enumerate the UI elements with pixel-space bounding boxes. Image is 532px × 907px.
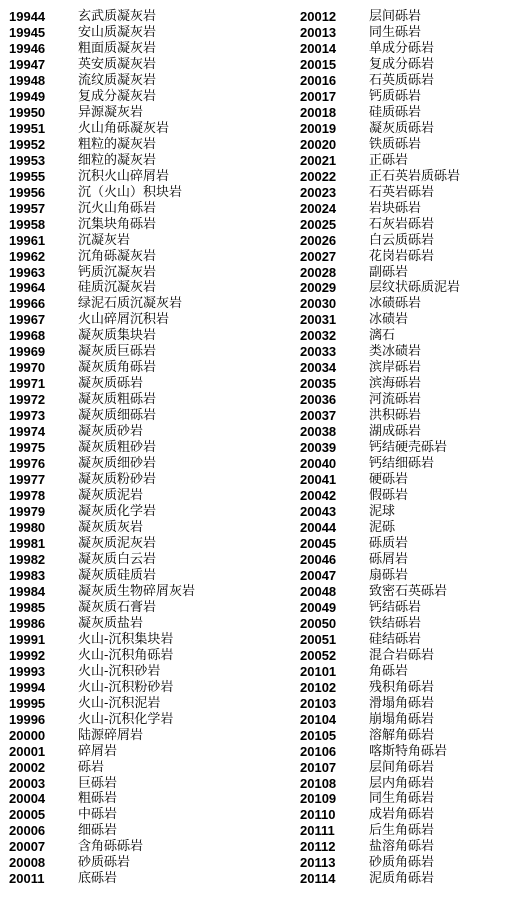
rock-code: 19946	[9, 40, 46, 56]
rock-name: 凝灰质生物碎屑灰岩	[78, 583, 196, 599]
rock-name: 凝灰质砾岩	[369, 120, 435, 136]
rock-name: 绿泥石质沉凝灰岩	[78, 296, 183, 312]
rock-name: 层内角砾岩	[369, 775, 435, 791]
rock-code: 19964	[9, 280, 46, 296]
rock-code: 19955	[9, 168, 46, 184]
rock-name: 凝灰质泥灰岩	[78, 535, 157, 551]
rock-code: 20111	[300, 823, 335, 839]
rock-name: 凝灰质盐岩	[78, 615, 144, 631]
rock-name: 扇砾岩	[369, 567, 409, 583]
rock-code: 19963	[9, 264, 46, 280]
rock-code: 20044	[300, 520, 337, 535]
rock-code: 20036	[300, 392, 337, 408]
rock-name: 凝灰质石膏岩	[78, 599, 157, 615]
rock-code: 19971	[9, 376, 46, 392]
rock-name: 钙结细砾岩	[369, 456, 435, 472]
rock-code: 20105	[300, 727, 337, 743]
rock-name: 铁质砾岩	[369, 136, 422, 152]
rock-code: 20042	[300, 488, 337, 504]
rock-name: 层纹状砾质泥岩	[369, 280, 461, 296]
rock-name: 硅质沉凝灰岩	[78, 280, 157, 296]
rock-name: 沉集块角砾岩	[78, 216, 157, 232]
rock-name: 单成分砾岩	[369, 40, 435, 56]
rock-name: 冰碛砾岩	[369, 296, 422, 312]
rock-code: 20103	[300, 695, 337, 711]
rock-name: 粗粒的凝灰岩	[78, 136, 157, 152]
rock-code: 19978	[9, 488, 46, 504]
rock-code: 19947	[9, 56, 46, 72]
rock-name: 火山-沉积集块岩	[78, 631, 174, 647]
rock-name: 凝灰质粗砂岩	[78, 440, 157, 456]
rock-name: 副砾岩	[369, 264, 409, 280]
rock-code: 20021	[300, 152, 337, 168]
rock-code: 20027	[300, 248, 337, 264]
rock-code: 19974	[9, 424, 46, 440]
rock-name: 石英质砾岩	[369, 72, 435, 88]
rock-code: 19972	[9, 392, 46, 408]
rock-code: 20031	[300, 312, 337, 328]
rock-code: 20006	[9, 823, 46, 839]
rock-code: 19996	[9, 711, 46, 727]
rock-name: 砾质岩	[369, 535, 409, 551]
rock-code: 20011	[9, 871, 45, 887]
rock-code: 19961	[9, 232, 46, 248]
rock-name: 钙结硬壳砾岩	[369, 440, 448, 456]
rock-code: 19993	[9, 663, 46, 679]
rock-name: 复成分凝灰岩	[78, 88, 157, 104]
rock-code: 20000	[9, 727, 46, 743]
rock-code: 20106	[300, 743, 337, 759]
rock-name: 凝灰质角砾岩	[78, 360, 157, 376]
rock-code: 20034	[300, 360, 337, 376]
rock-code: 20003	[9, 775, 46, 791]
rock-name: 致密石英砾岩	[369, 583, 448, 599]
rock-code: 20114	[300, 871, 336, 887]
rock-code: 20032	[300, 328, 337, 344]
rock-name: 凝灰质粉砂岩	[78, 472, 157, 488]
rock-code: 19983	[9, 567, 46, 583]
rock-code: 20029	[300, 280, 337, 296]
rock-code: 19984	[9, 583, 46, 599]
rock-code: 20050	[300, 615, 337, 631]
rock-code: 20045	[300, 535, 337, 551]
rock-name: 漓石	[369, 328, 396, 344]
rock-code: 19951	[9, 120, 46, 136]
rock-name: 凝灰质细砂岩	[78, 456, 157, 472]
rock-name: 层间角砾岩	[369, 759, 435, 775]
rock-code: 20104	[300, 711, 337, 727]
rock-name: 安山质凝灰岩	[78, 24, 157, 40]
rock-code: 20028	[300, 264, 337, 280]
rock-name: 砂质砾岩	[78, 855, 131, 871]
rock-name: 喀斯特角砾岩	[369, 743, 448, 759]
rock-name: 细粒的凝灰岩	[78, 152, 157, 168]
rock-code: 20019	[300, 120, 337, 136]
rock-name: 冰碛岩	[369, 312, 409, 328]
rock-code: 20025	[300, 216, 337, 232]
rock-code: 20007	[9, 839, 46, 855]
rock-name: 后生角砾岩	[369, 823, 435, 839]
rock-name: 滑塌角砾岩	[369, 695, 435, 711]
rock-name: 火山-沉积粉砂岩	[78, 679, 174, 695]
rock-name: 凝灰质砂岩	[78, 424, 144, 440]
rock-name: 混合岩砾岩	[369, 647, 435, 663]
rock-code: 20005	[9, 807, 46, 823]
rock-code: 20023	[300, 184, 337, 200]
rock-code: 19966	[9, 296, 46, 312]
rock-name: 钙结砾岩	[369, 599, 422, 615]
rock-name: 正石英岩质砾岩	[369, 168, 461, 184]
rock-name: 中砾岩	[78, 807, 118, 823]
rock-code: 20017	[300, 88, 337, 104]
rock-name: 沉（火山）积块岩	[78, 184, 183, 200]
rock-code: 20022	[300, 168, 337, 184]
rock-name: 石灰岩砾岩	[369, 216, 435, 232]
rock-name: 碎屑岩	[78, 743, 118, 759]
rock-code: 20108	[300, 775, 337, 791]
rock-code: 20113	[300, 855, 336, 871]
rock-name: 凝灰质白云岩	[78, 551, 157, 567]
rock-code: 19957	[9, 200, 46, 216]
rock-code: 19986	[9, 615, 46, 631]
rock-code: 19962	[9, 248, 46, 264]
rock-code: 20107	[300, 759, 337, 775]
rock-code: 19975	[9, 440, 46, 456]
rock-code: 20051	[300, 631, 337, 647]
rock-code: 19985	[9, 599, 46, 615]
rock-name: 硅结砾岩	[369, 631, 422, 647]
rock-code: 20041	[300, 472, 337, 488]
rock-code: 20046	[300, 551, 337, 567]
rock-code: 20026	[300, 232, 337, 248]
rock-code: 20012	[300, 9, 337, 24]
rock-code: 19981	[9, 535, 46, 551]
rock-name: 类冰碛岩	[369, 344, 422, 360]
rock-code: 20049	[300, 599, 337, 615]
rock-code: 19982	[9, 551, 46, 567]
rock-name: 复成分砾岩	[369, 56, 435, 72]
rock-name: 同生角砾岩	[369, 791, 435, 807]
rock-name: 砾屑岩	[369, 551, 409, 567]
rock-name: 泥质角砾岩	[369, 871, 435, 887]
rock-code: 20008	[9, 855, 46, 871]
rock-name: 沉积火山碎屑岩	[78, 168, 170, 184]
rock-name: 砾岩	[78, 759, 105, 775]
rock-name: 凝灰质灰岩	[78, 520, 144, 535]
rock-name: 陆源碎屑岩	[78, 727, 144, 743]
rock-code: 20018	[300, 104, 337, 120]
rock-code: 20013	[300, 24, 337, 40]
rock-code: 19969	[9, 344, 46, 360]
rock-name: 白云质砾岩	[369, 232, 435, 248]
rock-name: 火山-沉积泥岩	[78, 695, 161, 711]
rock-code: 19952	[9, 136, 46, 152]
rock-name: 滨海砾岩	[369, 376, 422, 392]
rock-name: 沉角砾凝灰岩	[78, 248, 157, 264]
rock-code: 19956	[9, 184, 46, 200]
rock-name: 河流砾岩	[369, 392, 422, 408]
rock-code: 20047	[300, 567, 337, 583]
rock-code: 19979	[9, 504, 46, 520]
rock-name: 凝灰质泥岩	[78, 488, 144, 504]
rock-name: 钙质沉凝灰岩	[78, 264, 157, 280]
rock-name: 正砾岩	[369, 152, 409, 168]
rock-name: 钙质砾岩	[369, 88, 422, 104]
rock-name: 盐溶角砾岩	[369, 839, 435, 855]
rock-code: 20033	[300, 344, 337, 360]
rock-code: 20109	[300, 791, 337, 807]
rock-name: 湖成砾岩	[369, 424, 422, 440]
rock-name: 凝灰质硅质岩	[78, 567, 157, 583]
rock-code: 20014	[300, 40, 337, 56]
rock-name: 滨岸砾岩	[369, 360, 422, 376]
rock-code: 20110	[300, 807, 336, 823]
rock-code: 20037	[300, 408, 337, 424]
rock-name: 同生砾岩	[369, 24, 422, 40]
rock-code: 20101	[300, 663, 337, 679]
rock-name: 细砾岩	[78, 823, 118, 839]
rock-name: 粗砾岩	[78, 791, 118, 807]
rock-name: 玄武质凝灰岩	[78, 9, 157, 24]
rock-code: 19968	[9, 328, 46, 344]
rock-name: 石英岩砾岩	[369, 184, 435, 200]
rock-code: 20030	[300, 296, 337, 312]
rock-name: 层间砾岩	[369, 9, 422, 24]
rock-code: 19945	[9, 24, 46, 40]
rock-code: 19944	[9, 9, 46, 24]
rock-name: 凝灰质化学岩	[78, 504, 157, 520]
rock-code: 20102	[300, 679, 337, 695]
rock-name: 残积角砾岩	[369, 679, 435, 695]
rock-code: 19967	[9, 312, 46, 328]
rock-code: 19953	[9, 152, 46, 168]
rock-name: 底砾岩	[78, 871, 118, 887]
rock-name: 凝灰质细砾岩	[78, 408, 157, 424]
rock-code: 20112	[300, 839, 336, 855]
rock-name: 火山-沉积角砾岩	[78, 647, 174, 663]
rock-name: 溶解角砾岩	[369, 727, 435, 743]
rock-name: 火山-沉积砂岩	[78, 663, 161, 679]
rock-code: 20043	[300, 504, 337, 520]
rock-code: 19970	[9, 360, 46, 376]
rock-name: 沉火山角砾岩	[78, 200, 157, 216]
rock-code: 19949	[9, 88, 46, 104]
rock-code: 20015	[300, 56, 337, 72]
rock-name: 岩块砾岩	[369, 200, 422, 216]
rock-code: 19995	[9, 695, 46, 711]
rock-name: 假砾岩	[369, 488, 409, 504]
rock-name: 粗面质凝灰岩	[78, 40, 157, 56]
rock-code: 20052	[300, 647, 337, 663]
rock-name: 凝灰质砾岩	[78, 376, 144, 392]
rock-code: 20004	[9, 791, 46, 807]
rock-name: 凝灰质集块岩	[78, 328, 157, 344]
rock-code: 19992	[9, 647, 46, 663]
rock-code: 20020	[300, 136, 337, 152]
rock-code: 19994	[9, 679, 46, 695]
rock-code: 19948	[9, 72, 46, 88]
rock-name: 铁结砾岩	[369, 615, 422, 631]
rock-name: 成岩角砾岩	[369, 807, 435, 823]
rock-name: 花岗岩砾岩	[369, 248, 435, 264]
rock-code: 20038	[300, 424, 337, 440]
rock-name: 火山-沉积化学岩	[78, 711, 174, 727]
rock-code: 19977	[9, 472, 46, 488]
rock-code: 20024	[300, 200, 337, 216]
rock-name: 砂质角砾岩	[369, 855, 435, 871]
rock-name: 硬砾岩	[369, 472, 409, 488]
rock-code: 20048	[300, 583, 337, 599]
rock-name: 火山碎屑沉积岩	[78, 312, 170, 328]
rock-name: 巨砾岩	[78, 775, 118, 791]
rock-code: 19991	[9, 631, 46, 647]
rock-name: 含角砾砾岩	[78, 839, 144, 855]
rock-code: 20002	[9, 759, 46, 775]
rock-name: 异源凝灰岩	[78, 104, 144, 120]
rock-name: 角砾岩	[369, 663, 409, 679]
rock-code: 20016	[300, 72, 337, 88]
rock-name: 泥砾	[369, 520, 396, 535]
rock-name: 硅质砾岩	[369, 104, 422, 120]
rock-name: 凝灰质粗砾岩	[78, 392, 157, 408]
rock-code: 20040	[300, 456, 337, 472]
rock-name: 泥球	[369, 504, 396, 520]
rock-code: 19976	[9, 456, 46, 472]
rock-name: 火山角砾凝灰岩	[78, 120, 170, 136]
rock-name: 洪积砾岩	[369, 408, 422, 424]
rock-name: 流纹质凝灰岩	[78, 72, 157, 88]
rock-code: 19950	[9, 104, 46, 120]
rock-name: 崩塌角砾岩	[369, 711, 435, 727]
rock-name: 英安质凝灰岩	[78, 56, 157, 72]
rock-code: 20035	[300, 376, 337, 392]
rock-code: 20001	[9, 743, 46, 759]
rock-code: 19958	[9, 216, 46, 232]
rock-name: 凝灰质巨砾岩	[78, 344, 157, 360]
rock-code: 19973	[9, 408, 46, 424]
rock-code: 20039	[300, 440, 337, 456]
rock-name: 沉凝灰岩	[78, 232, 131, 248]
rock-code: 19980	[9, 520, 46, 535]
